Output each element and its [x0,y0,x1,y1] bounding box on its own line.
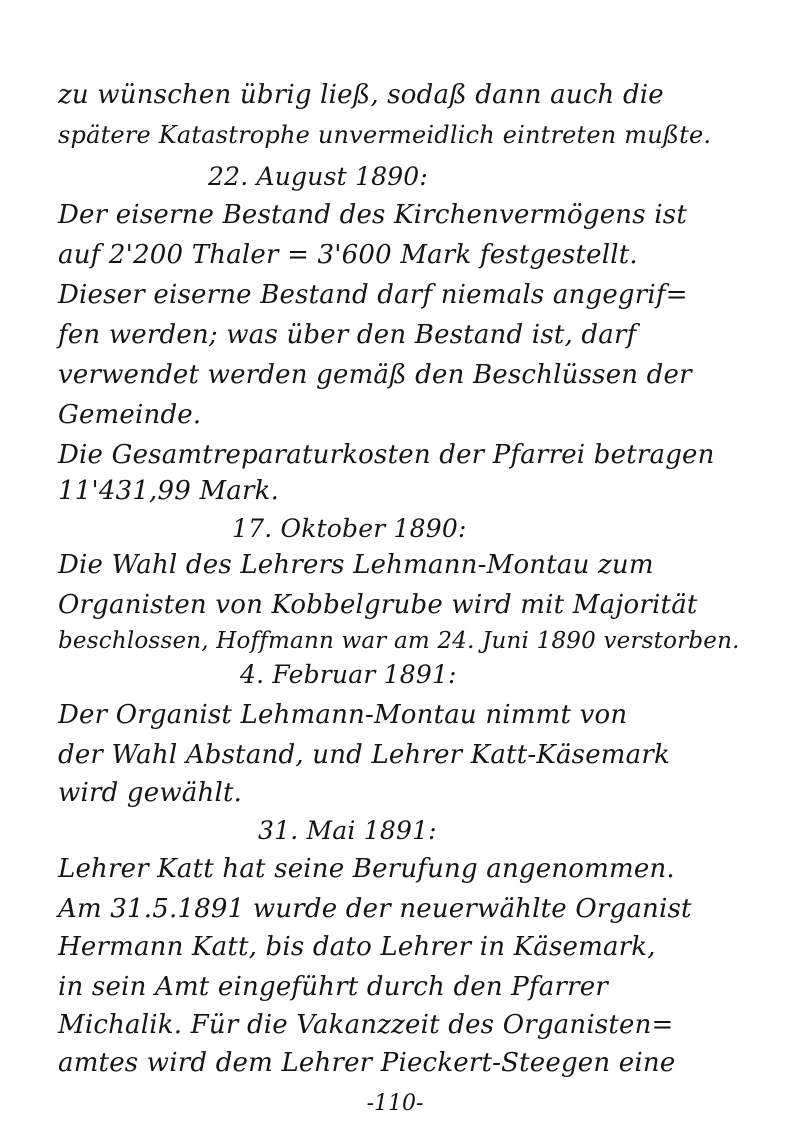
text-line-13: Die Wahl des Lehrers Lehmann-Montau zum [58,550,654,580]
text-line-9: Gemeinde. [58,400,202,430]
text-line-8: verwendet werden gemäß den Beschlüssen der [58,360,692,390]
text-line-18: der Wahl Abstand, und Lehrer Katt-Käsemark [58,740,670,770]
text-line-15: beschlossen, Hoffmann war am 24. Juni 1890 verstorben. [58,628,740,654]
text-line-11: 11'431,99 Mark. [58,476,280,506]
text-line-17: Der Organist Lehmann-Montau nimmt von [58,700,628,730]
text-line-10: Die Gesamtreparaturkosten der Pfarrei betragen [58,440,715,470]
text-line-2: spätere Katastrophe unvermeidlich eintreten mußte. [58,121,712,149]
text-line-6: Dieser eiserne Bestand darf niemals angegrif= [58,280,688,310]
text-line-19: wird gewählt. [58,778,243,808]
date-heading-22-august-1890: 22. August 1890: [208,162,429,191]
text-line-1: zu wünschen übrig ließ, sodaß dann auch die [58,80,664,110]
text-line-7: fen werden; was über den Bestand ist, darf [58,320,637,350]
text-line-24: in sein Amt eingeführt durch den Pfarrer [58,972,608,1002]
text-line-22: Am 31.5.1891 wurde der neuerwählte Organist [58,894,692,924]
text-line-4: Der eiserne Bestand des Kirchenvermögens ist [58,200,687,230]
page-number: -110- [366,1091,424,1116]
text-line-26: amtes wird dem Lehrer Pieckert-Steegen eine [58,1048,676,1078]
text-line-5: auf 2'200 Thaler = 3'600 Mark festgestellt. [58,240,638,270]
date-heading-17-oktober-1890: 17. Oktober 1890: [232,514,467,543]
text-line-21: Lehrer Katt hat seine Berufung angenommen. [58,854,675,884]
text-line-14: Organisten von Kobbelgrube wird mit Majorität [58,590,698,620]
text-line-23: Hermann Katt, bis dato Lehrer in Käsemark, [58,932,656,962]
date-heading-4-februar-1891: 4. Februar 1891: [240,660,457,689]
text-line-25: Michalik. Für die Vakanzzeit des Organisten= [58,1010,674,1040]
date-heading-31-mai-1891: 31. Mai 1891: [258,816,437,845]
